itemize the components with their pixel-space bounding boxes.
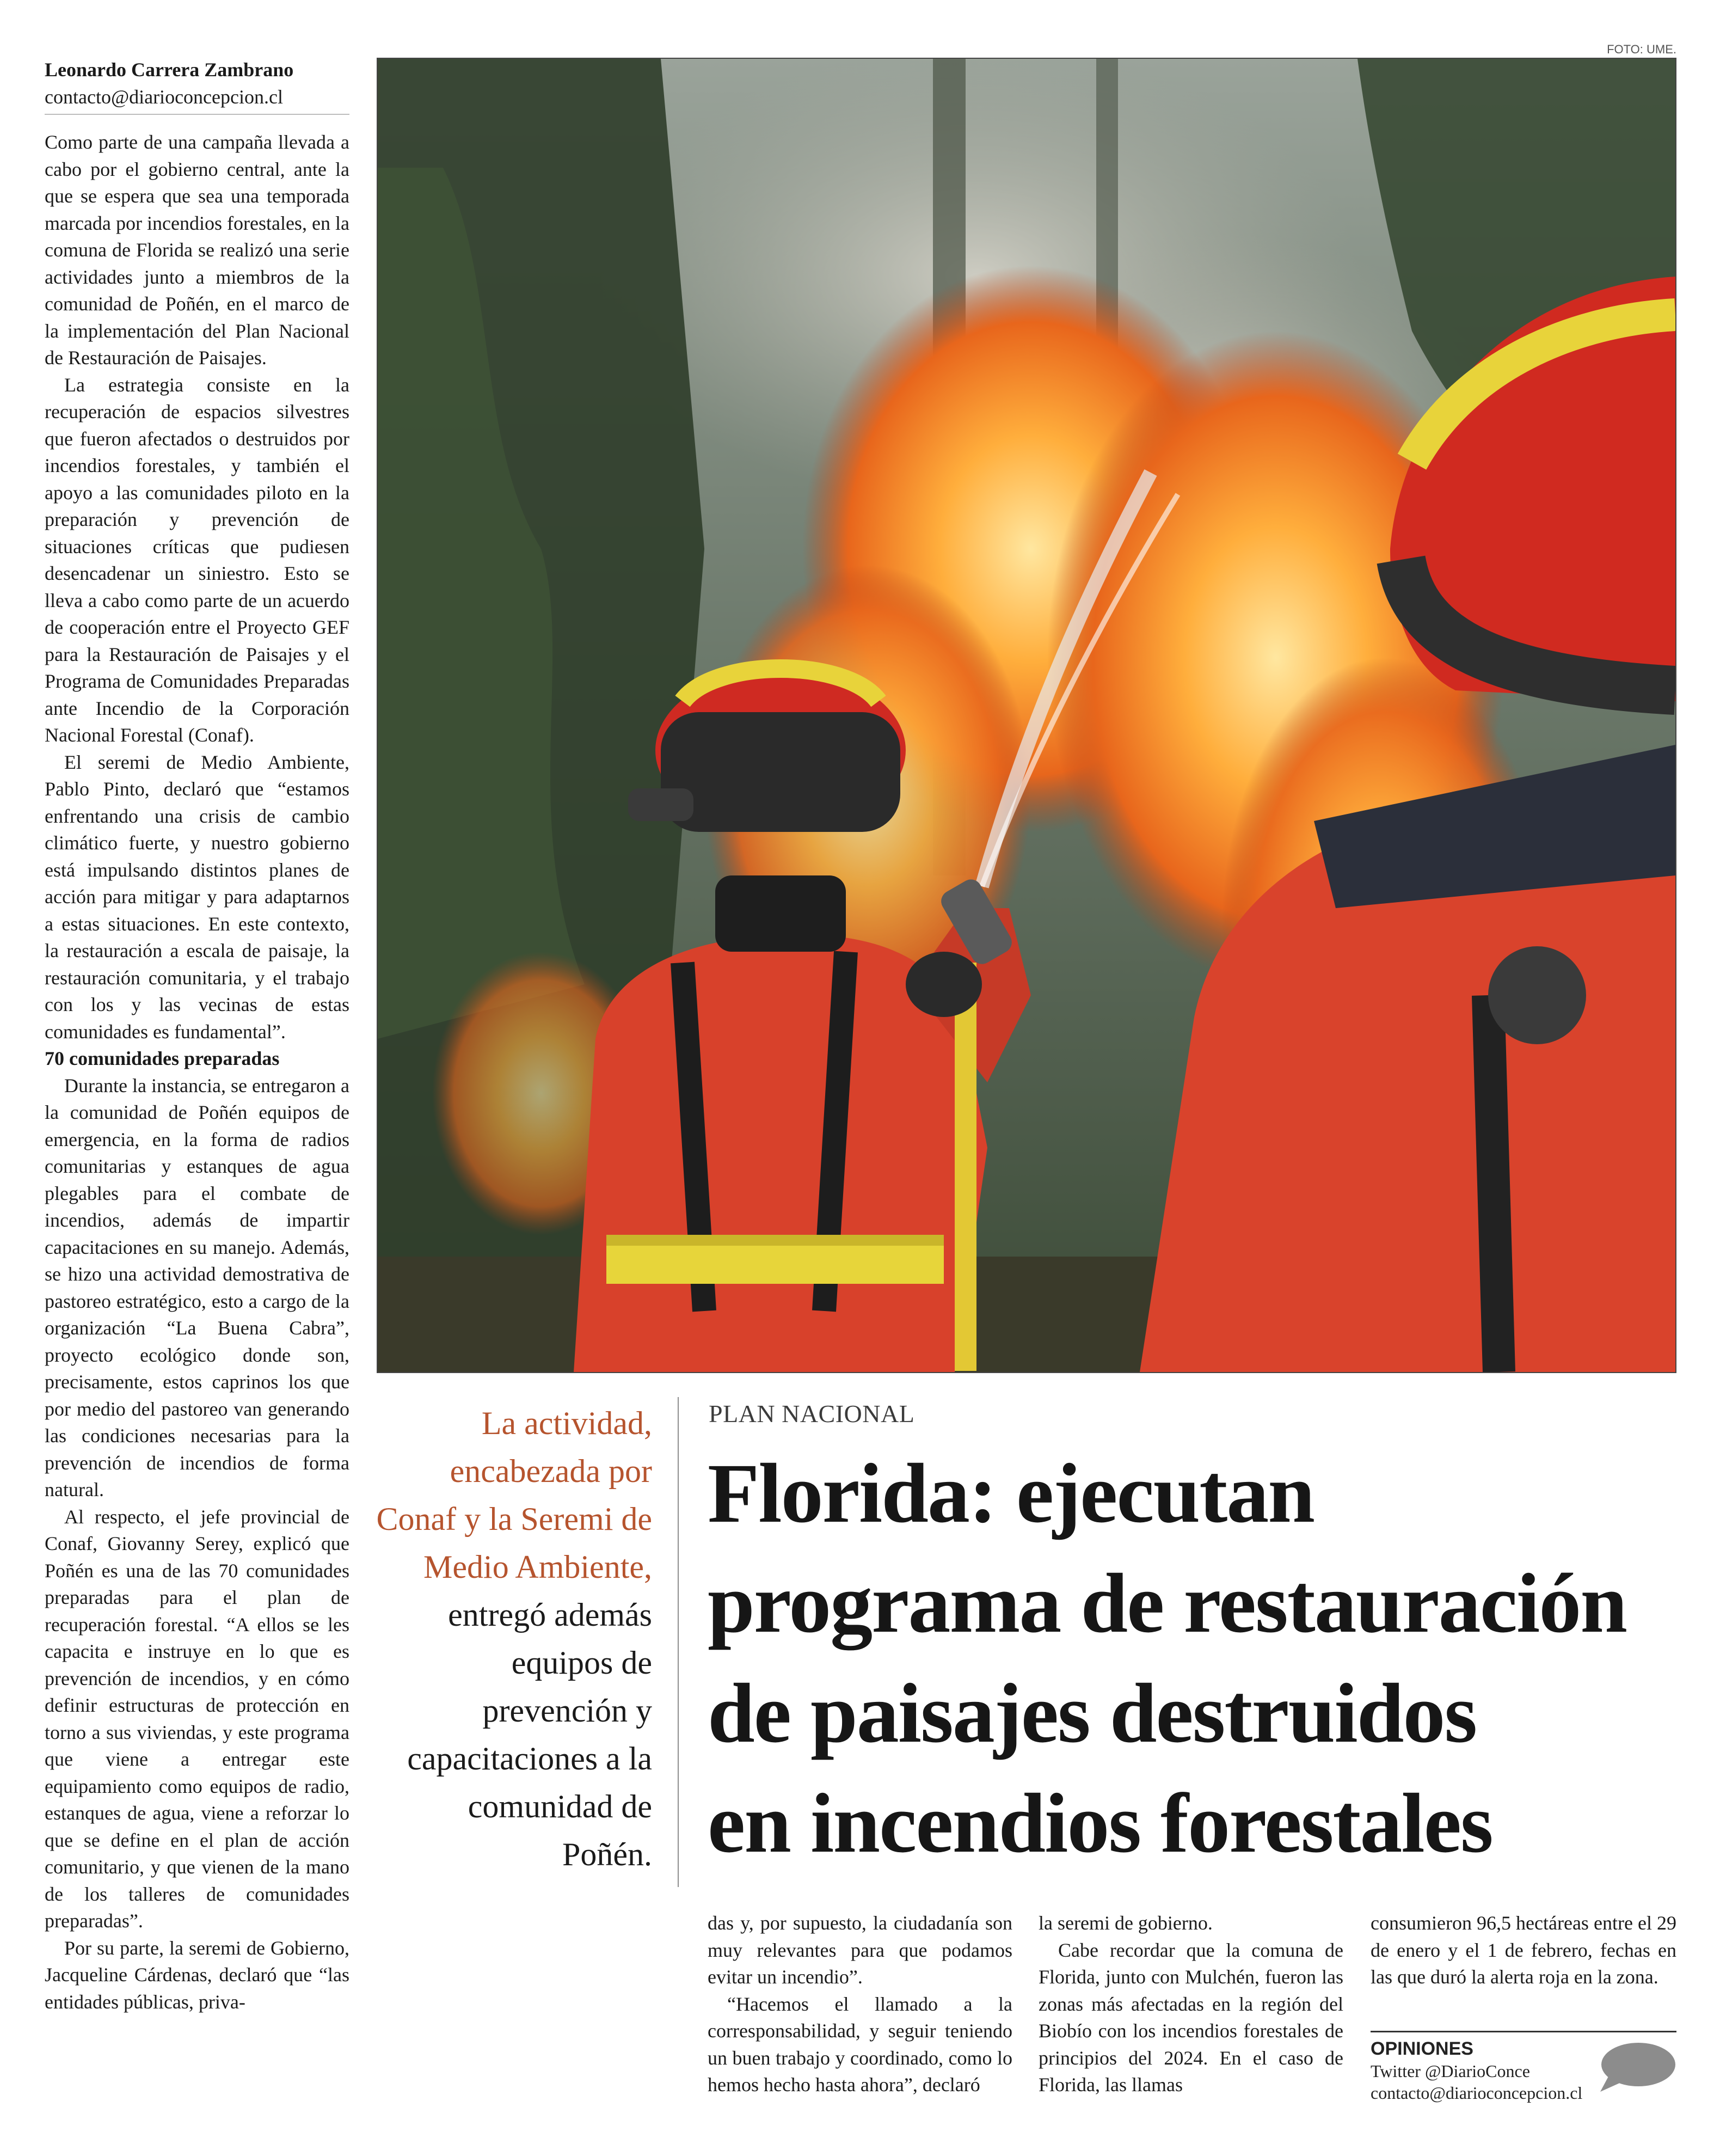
author-name: Leonardo Carrera Zambrano: [45, 59, 294, 81]
article-paragraph: consumieron 96,5 hectáreas entre el 29 de enero y el 1 de febrero, fechas en las que duró la alerta roja en la zona.: [1371, 1912, 1676, 1988]
column-divider: [678, 1397, 679, 1887]
headline-line-4: en incendios forestales: [708, 1776, 1492, 1870]
opinions-email[interactable]: contacto@diarioconcepcion.cl: [1371, 2083, 1583, 2103]
article-paragraph: Al respecto, el jefe provincial de Conaf, Giovanny Serey, explicó que Poñén es una de las 70 comunidades preparadas para el plan de recuperación forestal. “A ellos se les capacita e instruye en lo que es prevención de incendios, y en cómo definir estructuras de protección en torno a sus viviendas, y este programa que viene a entregar este equipamiento como equipos de radio, estanques de agua, viene a reforzar lo que se define en el plan de acción comunitario, y que vienen de la mano de los talleres de comunidades preparadas”.: [45, 1505, 349, 1932]
pull-quote: [376, 1399, 652, 1878]
headline-line-3-bold: paisajes destruidos: [810, 1666, 1477, 1760]
author-email[interactable]: contacto@diarioconcepcion.cl: [45, 85, 283, 108]
article-paragraph: “Hacemos el llamado a la corresponsabilidad, y seguir teniendo un buen trabajo y coordinado, como lo hemos hecho hasta ahora”, declaró: [708, 1993, 1012, 2096]
article-paragraph: Como parte de una campaña llevada a cabo por el gobierno central, ante la que se espera que sea una temporada marcada por incendios forestales, en la comuna de Florida se realizó una serie actividades junto a miembros de la comunidad de Poñén, en el marco de la implementación del Plan Nacional de Restauración de Paisajes.: [45, 131, 349, 369]
headline-line-1: Florida: ejecutan: [708, 1446, 1314, 1540]
article-headline: [708, 1438, 1687, 1878]
opinions-divider: [1371, 2031, 1676, 2032]
article-photo: [377, 58, 1676, 1373]
byline-divider: [45, 114, 349, 115]
article-paragraph: La estrategia consiste en la recuperación de espacios silvestres que fueron afectados o destruidos por incendios forestales, y también el apoyo a las comunidades piloto en la preparación y prevención de situaciones críticas que pudiesen desencadenar un siniestro. Esto se lleva a cabo como parte de un acuerdo de cooperación entre el Proyecto GEF para la Restauración de Paisajes y el Programa de Comunidades Preparadas ante Incendio de la Corporación Nacional Forestal (Conaf).: [45, 373, 349, 746]
photo-credit: FOTO: UME.: [1607, 42, 1676, 56]
headline-line-2: programa de restauración: [708, 1556, 1627, 1650]
article-paragraph: El seremi de Medio Ambiente, Pablo Pinto, declaró que “estamos enfrentando una crisis de cambio climático fuerte, y nuestro gobierno está impulsando distintos planes de acción para mitigar y para adaptarnos a estas situaciones. En este contexto, la restauración a escala de paisaje, la restauración comunitaria, y el trabajo con los y las vecinas de estas comunidades es fundamental”.: [45, 751, 349, 1043]
firefighters-illustration: [378, 59, 1675, 1372]
article-paragraph: Por su parte, la seremi de Gobierno, Jacqueline Cárdenas, declaró que “las entidades públicas, priva-: [45, 1937, 349, 2013]
article-column-2: [708, 1910, 1012, 2099]
article-paragraph: das y, por supuesto, la ciudadanía son muy relevantes para que podamos evitar un incendio”.: [708, 1912, 1012, 1988]
opinions-twitter[interactable]: Twitter @DiarioConce: [1371, 2061, 1530, 2081]
opinions-box: [1371, 2031, 1676, 2129]
article-column-4: [1371, 1910, 1676, 1991]
opinions-title: OPINIONES: [1371, 2038, 1473, 2059]
pull-quote-accent: La actividad, encabezada por Conaf y la Seremi de Medio Ambiente,: [376, 1405, 652, 1585]
pull-quote-rest: entregó además equipos de prevención y capacitaciones a la comunidad de Poñén.: [407, 1597, 652, 1872]
article-column-3: [1039, 1910, 1343, 2099]
article-paragraph: la seremi de gobierno.: [1039, 1912, 1213, 1934]
headline-line-3-light: de: [708, 1666, 810, 1760]
article-subhead: 70 comunidades preparadas: [45, 1048, 280, 1069]
section-kicker: PLAN NACIONAL: [709, 1400, 915, 1428]
left-article-column: [45, 57, 349, 2016]
article-paragraph: Durante la instancia, se entregaron a la comunidad de Poñén equipos de emergencia, en la forma de radios comunitarias y estanques de agua plegables para el combate de incendios, además de impartir capacitaciones en su manejo. Además, se hizo una actividad demostrativa de pastoreo estratégico, esto a cargo de la organización “La Buena Cabra”, proyecto ecológico donde son, precisamente, estos caprinos los que por medio del pastoreo van generando las condiciones necesarias para la prevención de incendios de forma natural.: [45, 1074, 349, 1500]
speech-bubble-icon: [1597, 2042, 1676, 2094]
headline-line-3: [708, 1658, 1687, 1768]
article-paragraph: Cabe recordar que la comuna de Florida, junto con Mulchén, fueron las zonas más afectadas en la región del Biobío con los incendios forestales de principios del 2024. En el caso de Florida, las llamas: [1039, 1939, 1343, 2096]
